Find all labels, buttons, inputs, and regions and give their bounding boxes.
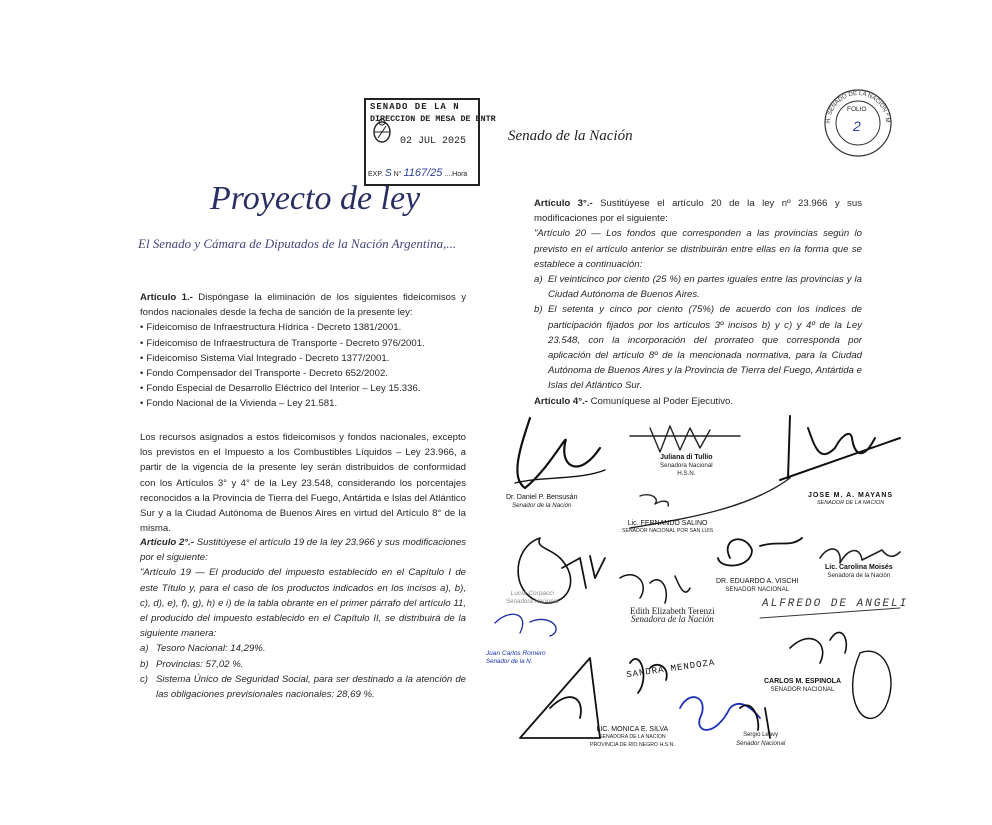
item-text: El veinticinco por ciento (25 %) en partes iguales entre las provincias y la Ciudad Autónoma de Buenos Aires. <box>548 274 862 301</box>
item-text: Provincias: 57,02 %. <box>156 658 244 670</box>
list-item: • Fondo Especial de Desarrollo Eléctrico del Interior – Ley 15.336. <box>140 381 466 396</box>
stamp-date: 02 JUL 2025 <box>400 136 467 147</box>
signature-mendoza: SANDRA MENDOZA <box>625 657 716 681</box>
list-item: • Fondo Compensador del Transporte - Decreto 652/2002. <box>140 366 466 381</box>
signer-name: Lic. FERNANDO SALINO <box>627 520 708 527</box>
signature-terenzi-stroke <box>620 575 690 603</box>
signature-espinola-stroke <box>790 632 846 663</box>
folio-seal <box>818 88 898 158</box>
signer-role: Senadora Nacional <box>506 597 559 605</box>
signature-romero <box>486 650 546 665</box>
item-text: Sistema Único de Seguridad Social, para ser destinado a la atención de las obligaciones previsionales nacionales: 28,69 %. <box>156 673 466 701</box>
signature-bensusan <box>506 494 577 510</box>
signature-silva <box>590 726 675 749</box>
item-key: a) <box>534 274 543 286</box>
signer-name: Lucía Corpacci <box>510 590 554 597</box>
item-key: a) <box>140 643 149 655</box>
signature-deangeli: ALFREDO DE ANGELI <box>762 598 909 610</box>
signature-leavy <box>736 732 785 747</box>
signature-ditullio <box>660 454 713 477</box>
seal-ring-text: H. SENADO DE LA NACION * M <box>825 90 891 124</box>
article-4-label: Artículo 4°.- <box>534 396 588 407</box>
list-item: • Fideicomiso Sistema Vial Integrado - Decreto 1377/2001. <box>140 351 466 366</box>
signer-role: SENADOR DE LA NACION <box>816 500 885 506</box>
signer-role: Senador de la Nación <box>511 502 572 509</box>
stamp-exp-line <box>368 167 467 179</box>
signature-blue-stroke <box>680 697 760 730</box>
article-4-text: Comuníquese al Poder Ejecutivo. <box>590 396 734 407</box>
item-key: b) <box>140 658 149 670</box>
article-1-intro <box>140 290 466 320</box>
article-1-label: Artículo 1.- <box>140 292 193 303</box>
stamp-exp-s: S <box>385 168 392 179</box>
signature-large-loop <box>853 651 891 718</box>
signer-role: SENADORA DE LA NACION <box>599 734 666 740</box>
signer-name: CARLOS M. ESPINOLA <box>764 678 842 685</box>
list-item: • Fideicomiso de Infraestructura de Transporte - Decreto 976/2001. <box>140 336 466 351</box>
signer-name: Juan Carlos Romero <box>486 650 546 657</box>
item-key: b) <box>534 304 543 316</box>
article-2 <box>140 535 466 702</box>
article-2-intro <box>140 535 466 565</box>
signature-vischi-stroke <box>718 538 802 566</box>
signer-role: Senadora Nacional <box>660 462 713 469</box>
article-3-label: Artículo 3°.- <box>534 198 593 209</box>
article-3 <box>534 196 862 394</box>
stamp-hora: Hora <box>452 171 468 178</box>
signature-bensusan-underline <box>515 470 605 483</box>
signer-role: SENADOR NACIONAL <box>770 686 835 693</box>
signature-moises <box>825 564 893 580</box>
article-2-quote: "Artículo 19 — El producido del impuesto establecido en el Capítulo I de este Título y, para el caso de los productos indicados en los incisos a), b), c), d), e), f), g), h) e i) de la tabla obrante en el primer párrafo del artículo 11, el producido del impuesto establecido en el Capítulo II, se distribuirá de la siguiente manera: <box>140 567 466 640</box>
signer-name: Lic. Carolina Moisés <box>825 564 893 571</box>
item-text: Tesoro Nacional: 14,29%. <box>156 643 266 655</box>
stamp-line-1: SENADO DE LA N <box>370 102 460 112</box>
signer-role: Senador Nacional <box>736 739 786 747</box>
signature-ditullio-stroke <box>630 426 740 452</box>
article-1-text: Dispóngase la eliminación de los siguientes fideicomisos y fondos nacionales desde la fecha de sanción de la presente ley: <box>140 292 466 319</box>
signature-mayans-stroke <box>780 416 900 480</box>
article-1 <box>140 290 466 412</box>
signer-name: JOSE M. A. MAYANS <box>808 492 894 499</box>
signer-role: SENADOR NACIONAL <box>725 586 790 593</box>
list-item: • Fondo Nacional de la Vivienda – Ley 21.581. <box>140 396 466 411</box>
reception-stamp <box>364 98 496 186</box>
signature-lower-left-stroke <box>495 614 556 636</box>
article-3-item-a <box>534 272 862 302</box>
article-3-item-b <box>534 302 862 393</box>
document-title: Proyecto de ley <box>210 180 421 217</box>
article-1-list <box>140 320 466 411</box>
article-2-item-c <box>140 672 466 702</box>
signer-role: Senador de la N. <box>486 657 533 665</box>
item-key: c) <box>140 673 148 685</box>
signer-role: H.S.N. <box>677 469 696 477</box>
signature-triangle-stroke <box>520 658 600 738</box>
article-2-item-b <box>140 657 466 672</box>
signer-name: Juliana di Tullio <box>660 454 713 461</box>
article-2-item-a <box>140 641 466 656</box>
folio-number: 2 <box>853 118 861 134</box>
stamp-line-2: DIRECCION DE MESA DE ENTR <box>370 114 496 124</box>
signer-role: Senadora de la Nación <box>827 572 891 579</box>
article-3-intro <box>534 196 862 226</box>
item-text: El setenta y cinco por ciento (75%) de acuerdo con los índices de participación fijados por los artículos 3º incisos b) y c) y 4º de la Ley 23.548, con la incorporación del prorrateo que corresponda por aplicación del artículo 8º de la mencionada normativa, para la Ciudad Autónoma de Buenos Aires y la Provincia de Tierra del Fuego, Antártida e Islas del Atlántico Sur. <box>548 304 862 392</box>
signer-role: Senadora de la Nación <box>630 613 714 624</box>
signature-salino <box>622 520 713 536</box>
signature-vischi <box>716 578 798 594</box>
signature-mayans <box>808 492 893 508</box>
article-1-paragraph: Los recursos asignados a estos fideicomisos y fondos nacionales, excepto los previstos en el Impuesto a los Combustibles Líquidos – Ley 23.966, a partir de la vigencia de la presente ley serán distribuidos de conformidad con los Artículos 3° y 4° de la Ley 23.548, considerando los porcentajes reconocidos a la Provincia de Tierra del Fuego, Antártida e Islas del Atlántico Sur y a la Ciudad Autónoma de Buenos Aires en virtud del Artículo 8° de la misma. <box>140 432 466 535</box>
list-item: • Fideicomiso de Infraestructura Hídrica - Decreto 1381/2001. <box>140 320 466 335</box>
signer-name: LIC. MONICA E. SILVA <box>596 726 669 733</box>
signer-name: Dr. Daniel P. Bensusán <box>506 494 578 501</box>
signer-name: Edith Elizabeth Terenzi <box>630 606 715 616</box>
page-header: Senado de la Nación <box>508 128 633 144</box>
article-2-label: Artículo 2°.- <box>140 537 194 548</box>
stamp-exp-number: 1167/25 <box>403 167 443 179</box>
stamp-exp-prefix: EXP. <box>368 171 384 178</box>
article-3-quote: "Artículo 20 — Los fondos que corresponden a las provincias según lo previsto en el artículo anterior se distribuirán entre ellas en la forma que se establece a continuación: <box>534 228 862 270</box>
stamp-exp-dots: .... <box>444 171 453 178</box>
article-3-text: Sustitúyese el artículo 20 de la ley nº 23.966 y sus modificaciones por el siguiente: <box>534 198 862 225</box>
folio-label: FOLIO <box>847 106 867 113</box>
article-2-text: Sustitúyese el artículo 19 de la ley 23.966 y sus modificaciones por el siguiente: <box>140 537 466 564</box>
document-subtitle: El Senado y Cámara de Diputados de la Nación Argentina,... <box>138 236 457 251</box>
signer-name: DR. EDUARDO A. VISCHI <box>716 578 799 585</box>
stamp-exp-n: N° <box>393 171 402 178</box>
signer-name: Sergio Leavy <box>743 732 779 738</box>
signature-moises-stroke <box>820 549 900 563</box>
article-4 <box>534 394 862 409</box>
signer-role: SENADOR NACIONAL POR SAN LUIS <box>622 528 714 534</box>
signer-role: PROVINCIA DE RIO NEGRO H.S.N. <box>590 741 675 748</box>
signature-espinola <box>764 678 841 694</box>
signature-terenzi <box>630 608 715 623</box>
signature-corpacci <box>506 590 559 605</box>
